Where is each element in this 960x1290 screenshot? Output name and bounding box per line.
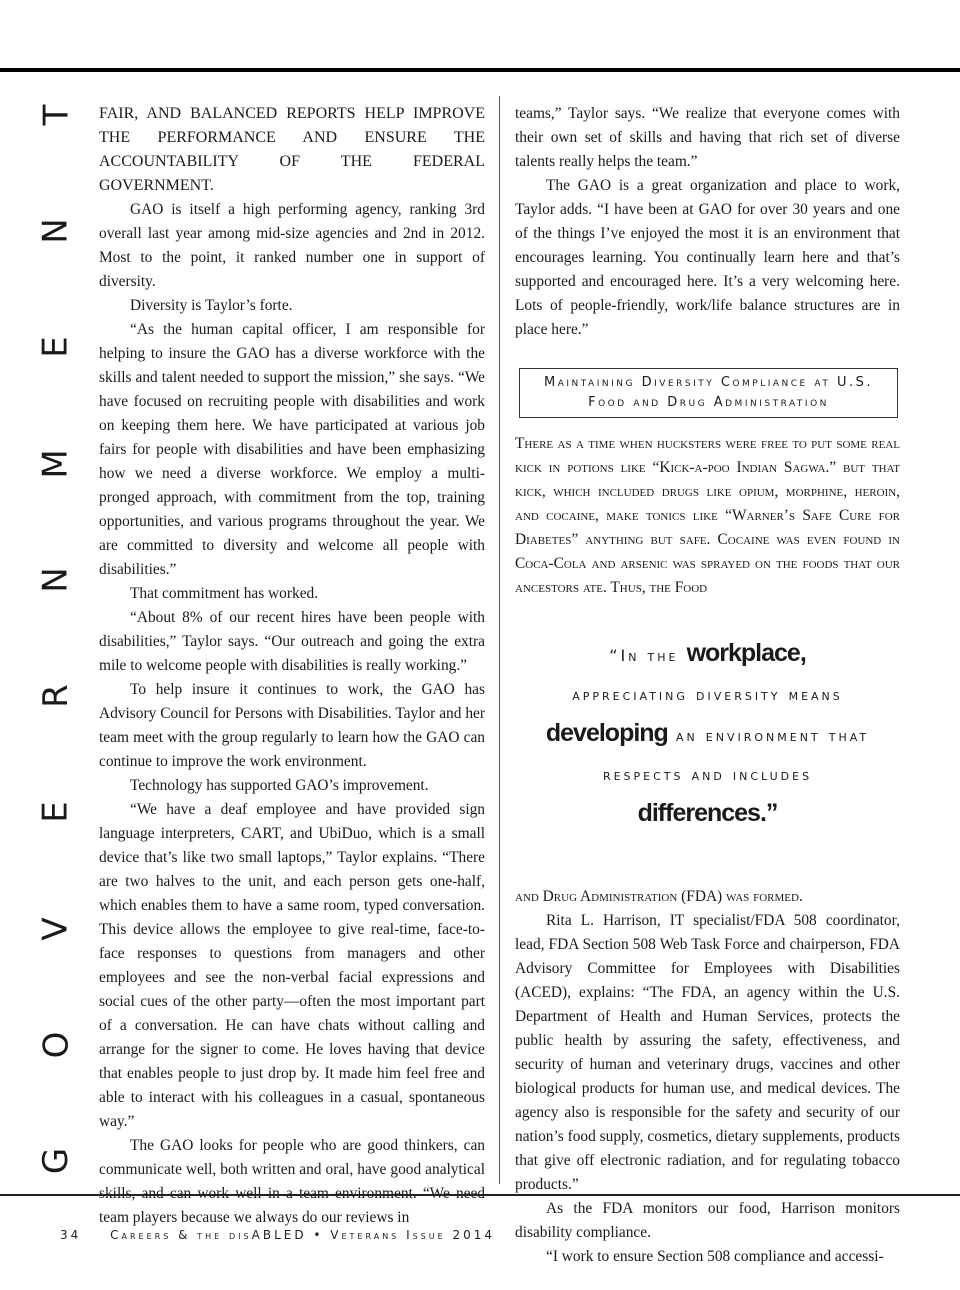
side-letter: E [35, 801, 76, 824]
body-paragraph: “We have a deaf employee and have provided sign language interpreters, CART, and UbiDuo, which is a small device that’s like two small laptops,” Taylor explains. “There are two halves to the unit, and each person gets one-half, which enables them to have a same room, typed conversation. This device allows the employee to give real-time, face-to-face responses to questions from managers and other employees and see the non-verbal facial expressions and social cues of the other party—often the most important part of a conversation. He can have chats without calling and arrange for the signer to come. He loves having that device that enables people to just drop by. It made him feel free and able to interact with his colleagues in a casual, spontaneous way.” [99, 801, 485, 1130]
side-letter: N [36, 567, 76, 593]
continuation-paragraph: teams,” Taylor says. “We realize that everyone comes with their own set of skills and having that rich set of diverse talents really helps the team.” [515, 105, 900, 170]
side-letter: G [35, 1147, 76, 1175]
pull-quote-emphasis: developing [545, 719, 668, 747]
right-column [515, 102, 900, 1269]
body-paragraph: That commitment has worked. [130, 585, 319, 602]
body-paragraph: GAO is itself a high performing agency, ranking 3rd overall last year among mid-size agencies and 2nd in 2012. Most to the point, it ranked number one in support of diversity. [99, 201, 485, 290]
left-column [99, 102, 485, 1230]
body-paragraph: Diversity is Taylor’s forte. [130, 297, 293, 314]
page-footer [60, 1228, 495, 1242]
pull-quote-emphasis: workplace, [686, 639, 806, 667]
body-paragraph: The GAO looks for people who are good thinkers, can communicate well, both written and oral, have good analytical team players because we always do our reviews in [99, 1137, 485, 1226]
pull-quote-line [515, 675, 900, 714]
pull-quote-line [515, 794, 900, 835]
side-letter: T [36, 104, 76, 126]
bottom-rule [0, 1194, 960, 1196]
pull-quote-line [515, 634, 900, 675]
side-section-label [36, 98, 76, 1178]
body-paragraph: “About 8% of our recent hires have been people with disabilities,” Taylor says. “Our outreach and going the extra mile to welcome people with disabilities is really working.” [99, 609, 485, 674]
sidebar-intro: There as a time when hucksters were free to put some real kick in potions like “Kick-a-poo Indian Sagwa.” but that kick, which included drugs like opium, morphine, heroin, and cocaine, make tonics like “Warner’s Safe Cure for Diabetes” anything but safe. Cocaine was even found in Coca-Cola and arsenic was sprayed on the foods that our ancestors ate. Thus, the Food [515, 435, 900, 596]
body-paragraph: Rita L. Harrison, IT specialist/FDA 508 coordinator, lead, FDA Section 508 Web Task Force and chairperson, FDA Advisory Committee for Employees with Disabilities (ACED), explains: “The FDA, an agency within the U.S. Department of Health and Human Services, protects the public health by assuring the safety, effectiveness, and security of human and veterinary drugs, vaccines and other biological products for human use, and medical devices. The agency also is responsible for the safety and security of our nation’s food supply, cosmetics, dietary supplements, products that give off electronic radiation, and for regulating tobacco products.” [515, 912, 900, 1193]
side-letter: V [35, 916, 76, 941]
pull-quote-text: appreciating diversity means [572, 685, 843, 704]
body-paragraph: The GAO is a great organization and place to work, Taylor adds. “I have been at GAO for over 30 years and one of the things I’ve enjoyed the most it is an environment that encourages learning. You continually learn here and that’s supported and encouraged here. It’s a very welcoming here. Lots of people-friendly, work/life balance structures are in place here.” [515, 177, 900, 338]
pull-quote [515, 634, 900, 835]
pull-quote-text: respects and includes [602, 765, 813, 784]
side-letter: R [36, 684, 76, 708]
top-rule [0, 68, 960, 72]
body-paragraph: To help insure it continues to work, the GAO has Advisory Council for Persons with Disabilities. Taylor and her team meet with the group regularly to learn how the GAO can continue to improve the work environment. [99, 681, 485, 770]
side-letter: E [35, 336, 76, 359]
pull-quote-open-mark: “ [609, 646, 621, 665]
magazine-title: Careers & the disABLED • Veterans Issue 2014 [110, 1228, 496, 1242]
side-letter: O [35, 1031, 76, 1059]
body-paragraph: Technology has supported GAO’s improvement. [130, 777, 429, 794]
page-number: 34 [60, 1228, 82, 1242]
sidebar-intro-end: and Drug Administration (FDA) was formed. [515, 888, 803, 905]
body-paragraph: As the FDA monitors our food, Harrison monitors disability compliance. [515, 1200, 900, 1241]
lead-paragraph: FAIR, AND BALANCED REPORTS HELP IMPROVE THE PERFORMANCE AND ENSURE THE ACCOUNTABILITY OF THE FEDERAL GOVERNMENT. [99, 105, 485, 194]
side-letter: N [36, 218, 76, 244]
sidebar-heading-box [519, 368, 898, 418]
column-divider [499, 96, 500, 1184]
pull-quote-emphasis: differences. [637, 799, 766, 827]
body-paragraph: “I work to ensure Section 508 compliance and accessi- [546, 1248, 884, 1265]
sidebar-heading: Maintaining Diversity Compliance at U.S. Food and Drug Administration [544, 375, 873, 410]
body-paragraph: “As the human capital officer, I am responsible for helping to insure the GAO has a diverse workforce with the skills and talent needed to support the mission,” she says. “We have focused on recruiting people with disabilities and work on keeping them here. We have participated at various job fairs for people with disabilities and have been emphasizing how we need a diverse workforce. We employ a multi-pronged approach, with commitment from the top, training opportunities, and various programs throughout the year. We are committed to diversity and welcome all people with disabilities.” [99, 321, 485, 578]
pull-quote-close-mark: ” [765, 799, 778, 827]
pull-quote-line [515, 714, 900, 755]
pull-quote-line [515, 755, 900, 794]
pull-quote-text: In the [620, 646, 679, 665]
pull-quote-text: an environment that [675, 726, 870, 745]
side-letter: M [36, 448, 76, 479]
